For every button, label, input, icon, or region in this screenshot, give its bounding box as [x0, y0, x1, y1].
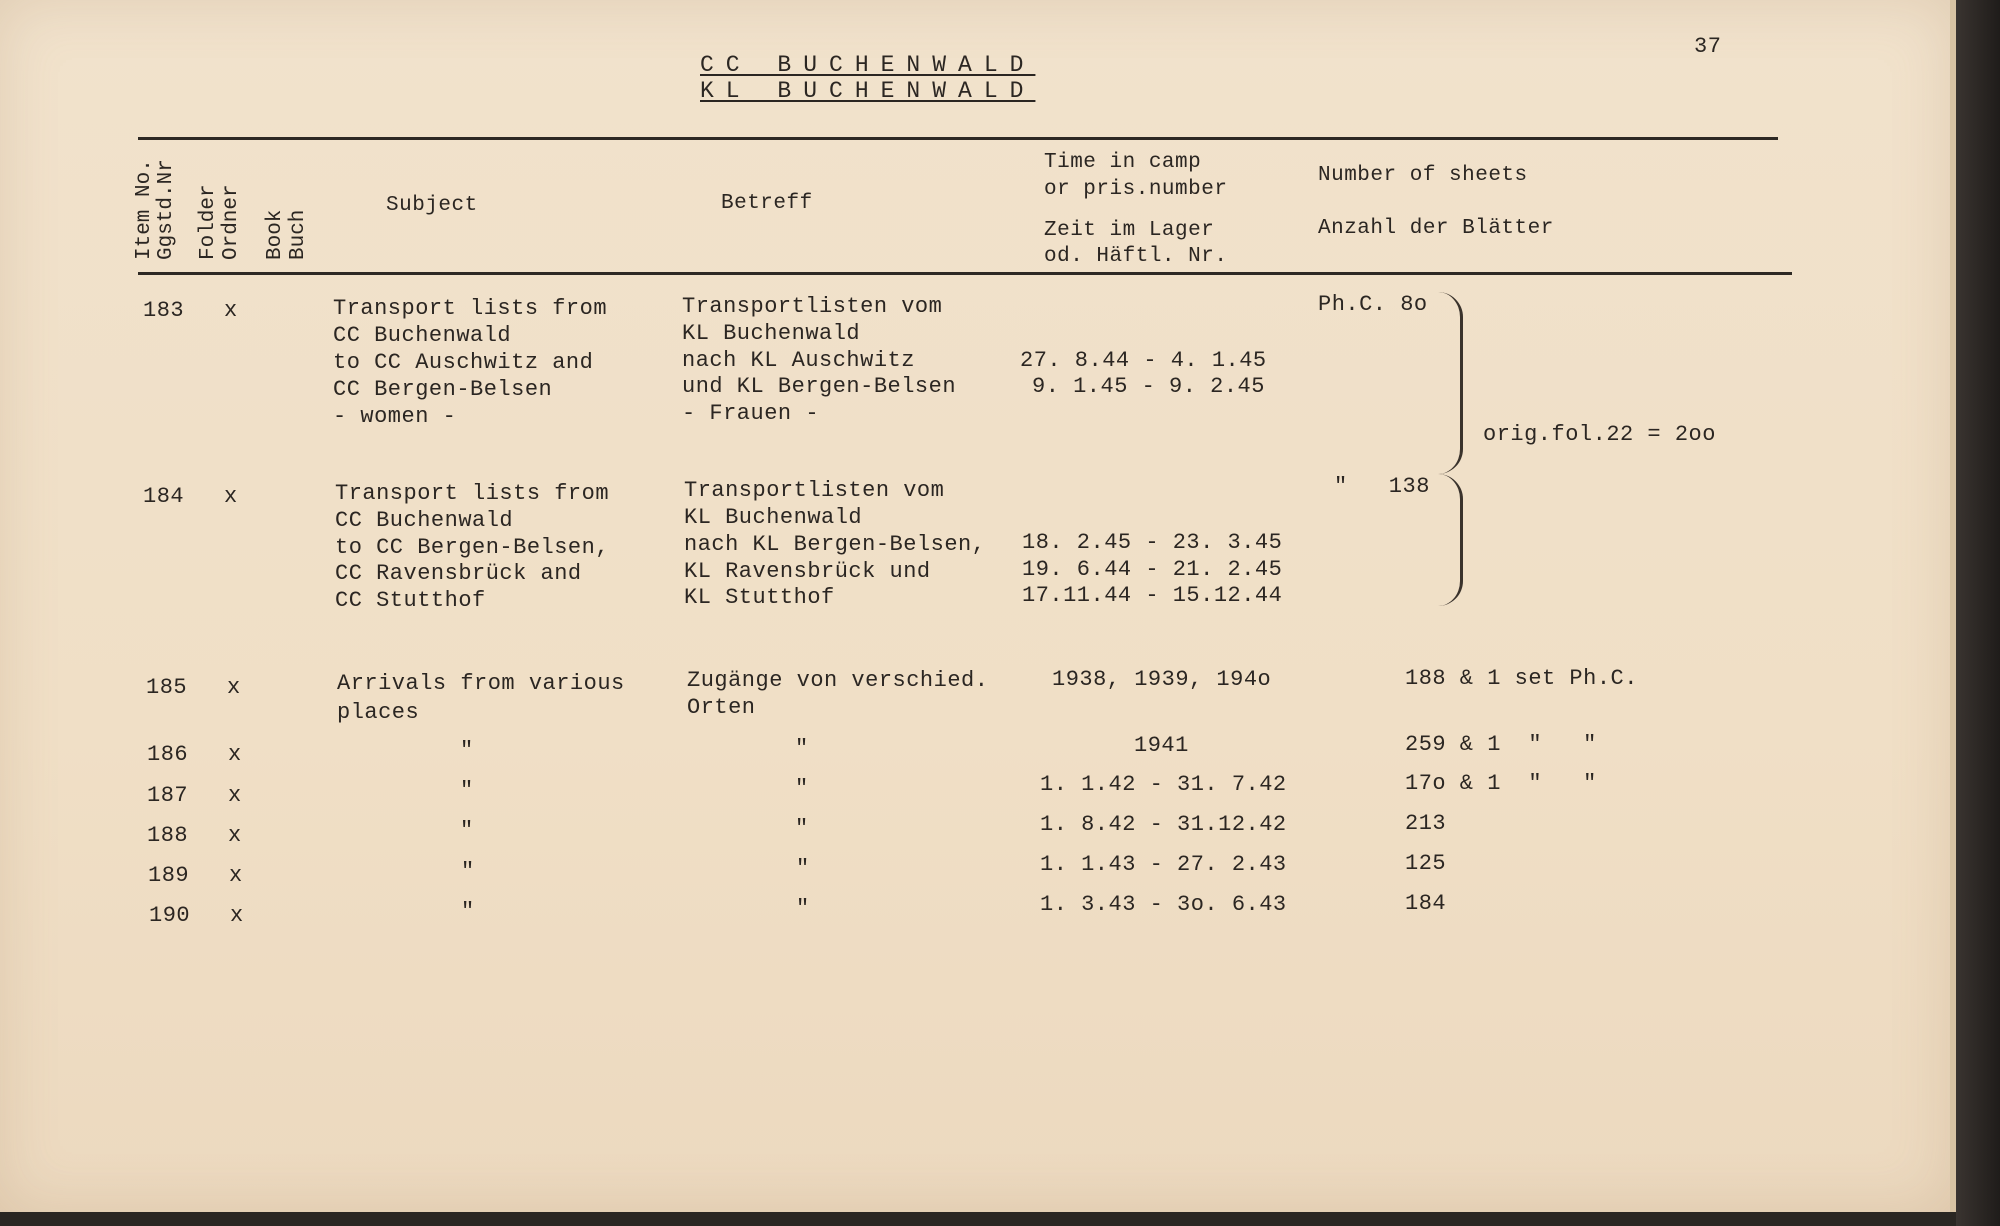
betreff-ditto: " — [796, 896, 810, 921]
header-ordner: Ordner — [220, 184, 243, 260]
time-line: 19. 6.44 - 21. 2.45 — [1022, 557, 1283, 582]
betreff-line: Orten — [687, 695, 756, 720]
time-line: 18. 2.45 - 23. 3.45 — [1022, 530, 1283, 555]
subject-line: CC Stutthof — [335, 588, 486, 613]
folder-mark: x — [228, 823, 242, 848]
betreff-line: und KL Bergen-Belsen — [682, 374, 957, 399]
betreff-line: nach KL Bergen-Belsen, — [684, 532, 986, 557]
folder-mark: x — [227, 675, 241, 700]
betreff-line: KL Buchenwald — [682, 321, 861, 346]
subject-line: Arrivals from various — [337, 671, 625, 696]
title-english: CC BUCHENWALD — [700, 52, 1036, 78]
header-time-de-1: Zeit im Lager — [1044, 219, 1215, 242]
header-time-en-1: Time in camp — [1044, 151, 1202, 174]
item-number: 187 — [147, 783, 189, 808]
betreff-ditto: " — [796, 856, 810, 881]
betreff-line: Transportlisten vom — [682, 294, 943, 319]
sheets-value: " 138 — [1334, 474, 1430, 499]
item-number: 183 — [143, 298, 185, 323]
item-number: 190 — [149, 903, 191, 928]
item-number: 188 — [147, 823, 189, 848]
subject-ditto: " — [461, 899, 475, 924]
betreff-ditto: " — [795, 736, 809, 761]
betreff-line: KL Stutthof — [684, 585, 835, 610]
subject-line: CC Bergen-Belsen — [333, 377, 553, 402]
subject-ditto: " — [460, 738, 474, 763]
header-item-no: Item No. — [133, 159, 156, 260]
sheets-value: 125 — [1405, 851, 1447, 876]
header-time-de-2: od. Häftl. Nr. — [1044, 245, 1228, 268]
item-number: 189 — [148, 863, 190, 888]
time-line: 1. 3.43 - 3o. 6.43 — [1040, 892, 1287, 917]
time-line: 1. 8.42 - 31.12.42 — [1040, 812, 1287, 837]
time-line: 1. 1.42 - 31. 7.42 — [1040, 772, 1287, 797]
subject-line: to CC Auschwitz and — [333, 350, 594, 375]
betreff-line: Zugänge von verschied. — [687, 668, 989, 693]
time-line: 9. 1.45 - 9. 2.45 — [1032, 374, 1265, 399]
header-subject: Subject — [386, 194, 478, 217]
subject-line: - women - — [333, 404, 457, 429]
header-book: Book — [264, 209, 287, 260]
subject-line: Transport lists from — [333, 296, 608, 321]
header-top-rule — [138, 137, 1778, 140]
folder-mark: x — [224, 484, 238, 509]
header-sheets-en: Number of sheets — [1318, 164, 1528, 187]
header-betreff: Betreff — [721, 192, 813, 215]
title-german: KL BUCHENWALD — [700, 78, 1036, 104]
betreff-line: - Frauen - — [682, 401, 820, 426]
betreff-ditto: " — [795, 816, 809, 841]
sheets-value: 188 & 1 set Ph.C. — [1405, 666, 1638, 691]
page-number: 37 — [1694, 34, 1722, 59]
folder-mark: x — [224, 298, 238, 323]
betreff-ditto: " — [795, 776, 809, 801]
folder-mark: x — [229, 863, 243, 888]
time-line: 1938, 1939, 194o — [1052, 667, 1272, 692]
subject-line: Transport lists from — [335, 481, 610, 506]
subject-ditto: " — [461, 859, 475, 884]
sheets-value: 184 — [1405, 891, 1447, 916]
subject-line: to CC Bergen-Belsen, — [335, 535, 610, 560]
subject-line: CC Buchenwald — [335, 508, 514, 533]
subject-line: CC Ravensbrück and — [335, 561, 582, 586]
time-line: 1941 — [1134, 733, 1189, 758]
subject-line: places — [337, 700, 420, 725]
header-buch: Buch — [287, 209, 310, 260]
time-line: 27. 8.44 - 4. 1.45 — [1020, 348, 1267, 373]
sheets-value: Ph.C. 8o — [1318, 292, 1428, 317]
binder-spine — [1956, 0, 2000, 1226]
sheets-value: 259 & 1 " " — [1405, 732, 1597, 757]
folder-mark: x — [228, 783, 242, 808]
folder-mark: x — [230, 903, 244, 928]
header-time-en-2: or pris.number — [1044, 178, 1228, 201]
subject-ditto: " — [460, 818, 474, 843]
subject-line: CC Buchenwald — [333, 323, 512, 348]
betreff-line: nach KL Auschwitz — [682, 348, 915, 373]
sheets-value: 213 — [1405, 811, 1447, 836]
sheets-value: 17o & 1 " " — [1405, 771, 1597, 796]
time-line: 1. 1.43 - 27. 2.43 — [1040, 852, 1287, 877]
item-number: 185 — [146, 675, 188, 700]
betreff-line: KL Ravensbrück und — [684, 559, 931, 584]
subject-ditto: " — [460, 778, 474, 803]
bracket-upper — [1438, 292, 1463, 474]
betreff-line: KL Buchenwald — [684, 505, 863, 530]
header-folder: Folder — [197, 184, 220, 260]
bracket-note: orig.fol.22 = 2oo — [1483, 422, 1716, 447]
header-bottom-rule — [138, 272, 1792, 275]
item-number: 186 — [147, 742, 189, 767]
betreff-line: Transportlisten vom — [684, 478, 945, 503]
folder-mark: x — [228, 742, 242, 767]
item-number: 184 — [143, 484, 185, 509]
document-title — [700, 52, 1035, 104]
bracket-lower — [1438, 474, 1463, 606]
header-sheets-de: Anzahl der Blätter — [1318, 217, 1554, 240]
time-line: 17.11.44 - 15.12.44 — [1022, 583, 1283, 608]
header-ggstd-nr: Ggstd.Nr — [155, 159, 178, 260]
